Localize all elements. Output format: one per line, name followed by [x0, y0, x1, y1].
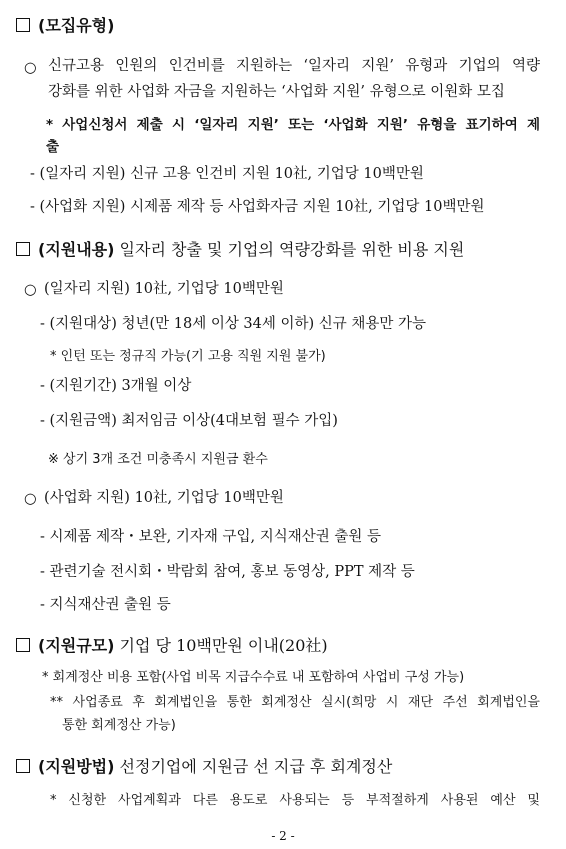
section-content-text: 일자리 창출 및 기업의 역량강화를 위한 비용 지원: [119, 240, 465, 259]
recruit-item-biz: - (사업화 지원) 시제품 제작 등 사업화자금 지원 10社, 기업당 10백만원: [30, 199, 485, 215]
checkbox-square-icon: [16, 242, 30, 256]
scale-note-1: * 회계정산 비용 포함(사업 비목 지급수수료 내 포함하여 사업비 구성 가능): [42, 670, 465, 685]
scale-note-2: ** 사업종료 후 회계법인을 통한 회계정산 실시(희망 시 재단 주선 회계법인을: [50, 695, 540, 710]
method-note: * 신청한 사업계획과 다른 용도로 사용되는 등 부적절하게 사용된 예산 및: [50, 793, 540, 808]
section-content-header: [16, 240, 464, 259]
section-scale-title: (지원규모): [38, 636, 115, 655]
recruit-item-job: - (일자리 지원) 신규 고용 인건비 지원 10社, 기업당 10백만원: [30, 166, 424, 182]
biz-item-prototype: - 시제품 제작・보완, 기자재 구입, 지식재산권 출원 등: [40, 529, 382, 545]
section-scale-text: 기업 당 10백만원 이내(20社): [119, 636, 328, 655]
biz-title: (사업화 지원) 10社, 기업당 10백만원: [44, 490, 284, 506]
job-refund-note: ※ 상기 3개 조건 미충족시 지원금 환수: [48, 452, 268, 467]
checkbox-square-icon: [16, 638, 30, 652]
biz-item-exhibition: - 관련기술 전시회・박람회 참여, 홍보 동영상, PPT 제작 등: [40, 564, 415, 580]
biz-bullet: ○: [24, 491, 37, 507]
job-bullet: ○: [24, 282, 37, 298]
recruit-desc-cont: 강화를 위한 사업화 자금을 지원하는 ‘사업화 지원’ 유형으로 이원화 모집: [48, 84, 505, 100]
biz-item-ip: - 지식재산권 출원 등: [40, 597, 171, 613]
recruit-desc: 신규고용 인원의 인건비를 지원하는 ‘일자리 지원’ 유형과 기업의 역량: [48, 58, 540, 74]
job-title: (일자리 지원) 10社, 기업당 10백만원: [44, 281, 284, 297]
checkbox-square-icon: [16, 18, 30, 32]
job-amount: - (지원금액) 최저임금 이상(4대보험 필수 가입): [40, 413, 338, 429]
section-method-text: 선정기업에 지원금 선 지급 후 회계정산: [119, 757, 393, 776]
scale-note-2-cont: 통한 회계정산 가능): [62, 718, 176, 733]
section-content-title: (지원내용): [38, 240, 115, 259]
section-recruit-title: (모집유형): [38, 16, 115, 35]
recruit-bullet: ○: [24, 60, 37, 76]
job-target-note: * 인턴 또는 정규직 가능(기 고용 직원 지원 불가): [50, 349, 326, 364]
recruit-note: * 사업신청서 제출 시 ‘일자리 지원’ 또는 ‘사업화 지원’ 유형을 표기하여 제: [46, 117, 540, 133]
section-method-title: (지원방법): [38, 757, 115, 776]
section-scale-header: [16, 636, 328, 655]
job-period: - (지원기간) 3개월 이상: [40, 378, 192, 394]
recruit-note-cont: 출: [46, 139, 60, 155]
section-method-header: [16, 757, 392, 776]
section-recruit-header: [16, 16, 114, 35]
checkbox-square-icon: [16, 759, 30, 773]
page-number: - 2 -: [271, 829, 295, 843]
job-target: - (지원대상) 청년(만 18세 이상 34세 이하) 신규 채용만 가능: [40, 316, 427, 332]
